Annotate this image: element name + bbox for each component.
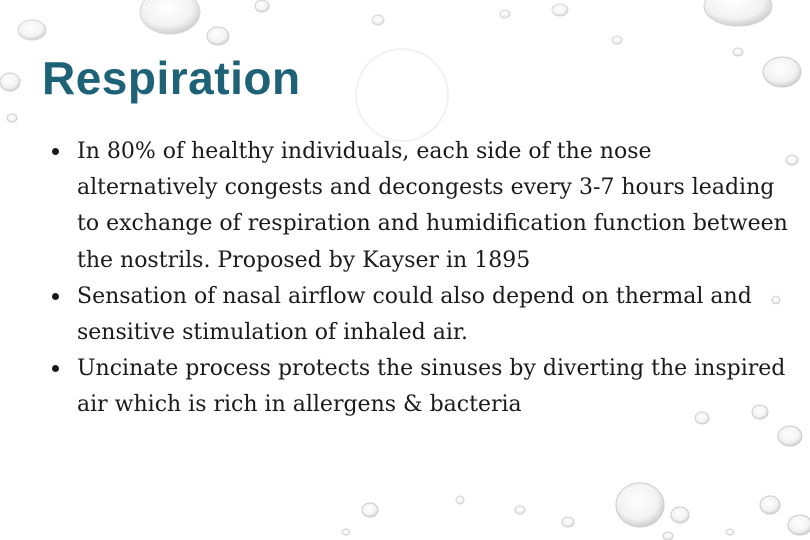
- slide-title: Respiration: [42, 52, 301, 104]
- bullet-list: [52, 134, 792, 424]
- bullet-text: Sensation of nasal airflow could also depend on thermal and sensitive stimulation of inhaled air.: [77, 283, 752, 346]
- bullet-item: [52, 279, 792, 351]
- bullet-dot-icon: [52, 365, 59, 372]
- bullet-text: Uncinate process protects the sinuses by diverting the inspired air which is rich in allergens & bacteria: [77, 356, 786, 418]
- bullet-dot-icon: [52, 293, 59, 300]
- bullet-item: [52, 134, 792, 279]
- bullet-item: [52, 351, 792, 423]
- bullet-text: In 80% of healthy individuals, each side of the nose alternatively congests and decongests every 3-7 hours leading to exchange of respiration and humidification function between the nostrils. Proposed by Kayser in 1895: [77, 139, 788, 273]
- bullet-dot-icon: [52, 148, 59, 155]
